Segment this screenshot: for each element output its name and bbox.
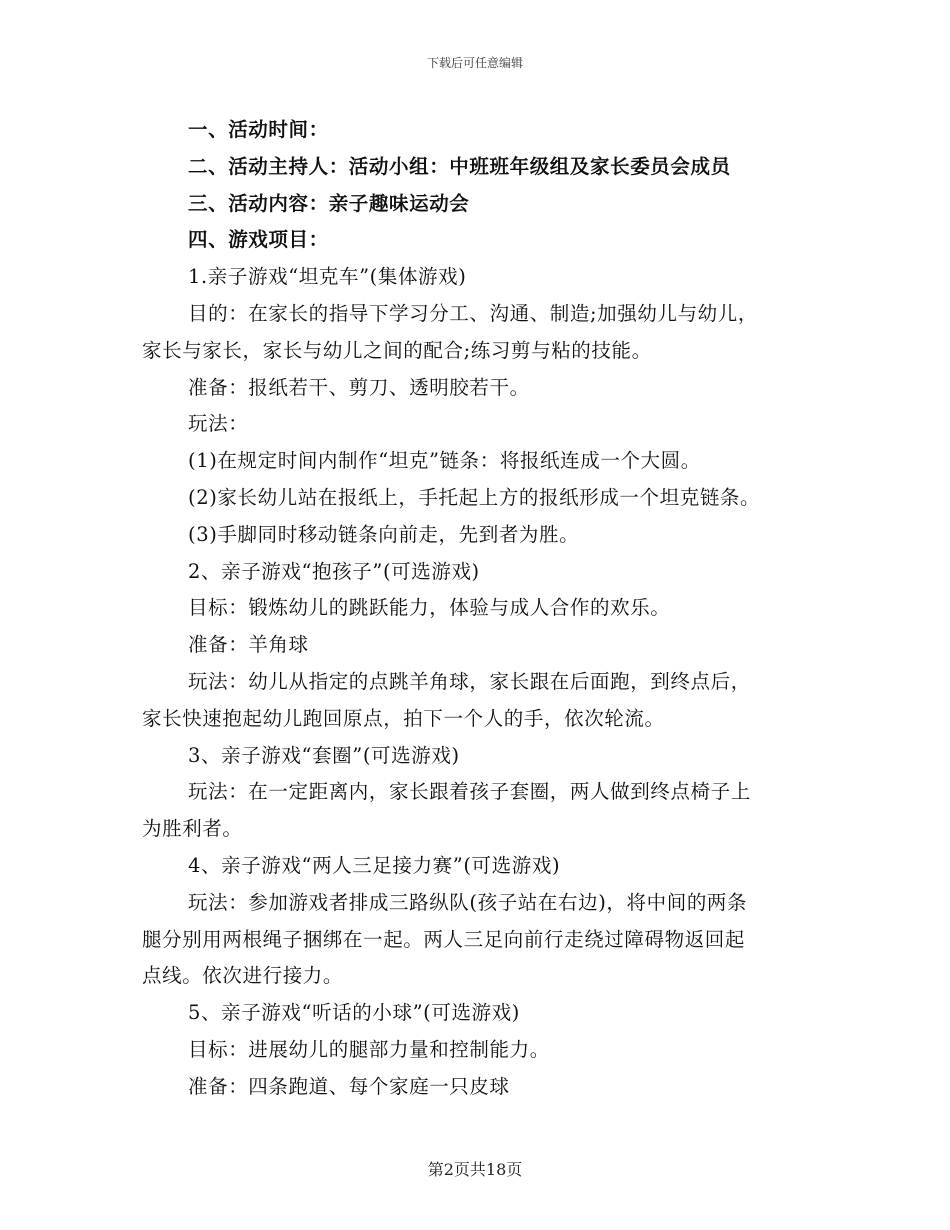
paragraph-line: 家长与家长，家长与幼儿之间的配合;练习剪与粘的技能。 xyxy=(142,338,652,362)
paragraph-line: 点线。依次进行接力。 xyxy=(142,964,344,988)
page-header: 下载后可任意编辑 xyxy=(426,56,523,70)
paragraph-line: 腿分别用两根绳子捆绑在一起。两人三足向前行走绕过障碍物返回起 xyxy=(142,927,746,951)
paragraph-line: 为胜利者。 xyxy=(142,817,243,841)
paragraph-line: 准备：报纸若干、剪刀、透明胶若干。 xyxy=(188,375,530,399)
game-title-ring: 3、亲子游戏“套圈”(可选游戏) xyxy=(188,743,460,767)
section-heading-games: 四、游戏项目： xyxy=(188,228,329,252)
game-title-three-legged: 4、亲子游戏“两人三足接力赛”(可选游戏) xyxy=(188,853,561,877)
list-item: (2)家长幼儿站在报纸上，手托起上方的报纸形成一个坦克链条。 xyxy=(188,485,761,509)
list-item: (1)在规定时间内制作“坦克”链条：将报纸连成一个大圆。 xyxy=(188,449,701,473)
paragraph-line: 玩法：参加游戏者排成三路纵队(孩子站在右边)，将中间的两条 xyxy=(188,890,748,914)
document-body xyxy=(142,112,808,1106)
game-title-ball: 5、亲子游戏“听话的小球”(可选游戏) xyxy=(188,1001,520,1025)
list-item: (3)手脚同时移动链条向前走，先到者为胜。 xyxy=(188,522,580,546)
paragraph-line: 准备：羊角球 xyxy=(188,633,309,657)
game-title-hug: 2、亲子游戏“抱孩子”(可选游戏) xyxy=(188,559,480,583)
paragraph-line: 目的：在家长的指导下学习分工、沟通、制造;加强幼儿与幼儿， xyxy=(188,301,758,325)
paragraph-line: 准备：四条跑道、每个家庭一只皮球 xyxy=(188,1074,510,1098)
section-heading-content: 三、活动内容：亲子趣味运动会 xyxy=(188,191,470,215)
paragraph-line: 目标：进展幼儿的腿部力量和控制能力。 xyxy=(188,1037,550,1061)
paragraph-line: 家长快速抱起幼儿跑回原点，拍下一个人的手，依次轮流。 xyxy=(142,706,665,730)
section-heading-time: 一、活动时间： xyxy=(188,118,329,141)
page-number: 第2页共18页 xyxy=(427,1160,523,1179)
paragraph-line: 玩法： xyxy=(188,412,249,436)
game-title-tank: 1.亲子游戏“坦克车”(集体游戏) xyxy=(188,265,467,289)
paragraph-line: 目标：锻炼幼儿的跳跃能力，体验与成人合作的欢乐。 xyxy=(188,596,671,620)
paragraph-line: 玩法：幼儿从指定的点跳羊角球，家长跟在后面跑，到终点后， xyxy=(188,669,751,693)
section-heading-host: 二、活动主持人：活动小组：中班班年级组及家长委员会成员 xyxy=(188,154,731,178)
paragraph-line: 玩法：在一定距离内，家长跟着孩子套圈，两人做到终点椅子上 xyxy=(188,780,751,804)
